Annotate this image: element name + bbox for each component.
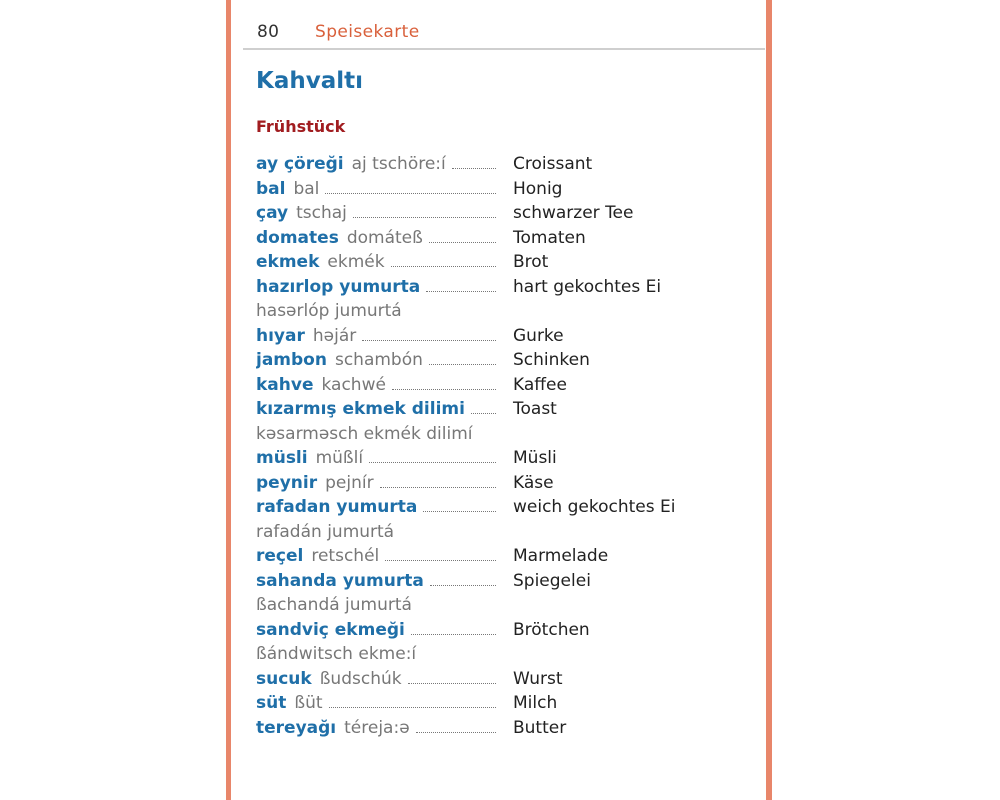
turkish-term: tereyağı [256,717,337,738]
dot-leader [408,683,496,684]
vocab-entry [256,497,716,522]
german-translation: Milch [513,693,558,713]
pronunciation: kachwé [321,374,386,395]
vocab-entry [256,179,716,204]
pronunciation: ßüt [294,693,323,713]
page-header [243,16,765,50]
pronunciation-line [256,595,716,620]
german-translation: Honig [513,178,563,199]
dot-leader [392,389,496,390]
pronunciation: bal [293,178,320,199]
turkish-term: süt [256,693,287,713]
german-translation: Brötchen [513,619,590,640]
german-translation: Tomaten [513,227,586,248]
german-translation: Käse [513,472,554,493]
pronunciation-line [256,522,716,547]
turkish-term: reçel [256,546,304,566]
pronunciation: kəsarməsch ekmék dilimí [256,423,473,444]
vocabulary-list [256,154,716,742]
dot-leader [430,585,496,586]
pronunciation: tschaj [296,203,347,223]
pronunciation: pejnír [325,472,374,493]
pronunciation: hasərlóp jumurtá [256,301,402,321]
vocab-entry [256,448,716,473]
dot-leader [362,340,496,341]
vocab-entry [256,375,716,400]
turkish-term: hazırlop yumurta [256,276,421,297]
german-translation: Butter [513,717,567,738]
turkish-term: peynir [256,472,318,493]
dot-leader [416,732,496,733]
german-translation: Wurst [513,668,563,689]
section-subtitle: Frühstück [256,117,346,136]
dot-leader [452,168,496,169]
german-translation: Croissant [513,154,593,174]
vocab-entry [256,620,716,645]
pronunciation: schambón [334,350,423,370]
turkish-term: domates [256,227,339,248]
german-translation: weich gekochtes Ei [513,497,676,517]
turkish-term: hıyar [256,325,305,346]
turkish-term: sahanda yumurta [256,570,424,591]
page-number: 80 [257,22,280,42]
pronunciation: aj tschöre:í [351,154,446,174]
running-title: Speisekarte [315,22,420,42]
left-page-border [226,0,231,800]
pronunciation: müßlí [315,448,364,468]
vocab-entry [256,669,716,694]
turkish-term: ekmek [256,252,320,272]
turkish-term: rafadan yumurta [256,497,418,517]
dot-leader [423,511,496,512]
pronunciation: rafadán jumurtá [256,521,395,542]
german-translation: Kaffee [513,374,567,395]
dot-leader [411,634,496,635]
german-translation: Spiegelei [513,570,591,591]
turkish-term: müsli [256,448,308,468]
vocab-entry [256,693,716,718]
dot-leader [380,487,496,488]
german-translation: Müsli [513,448,557,468]
vocab-entry [256,154,716,179]
pronunciation: ßudschúk [319,668,402,689]
pronunciation: téreja:ə [344,717,410,738]
vocab-entry [256,228,716,253]
pronunciation: ekmék [327,252,385,272]
pronunciation-line [256,644,716,669]
turkish-term: sucuk [256,668,312,689]
turkish-term: kahve [256,374,314,395]
vocab-entry [256,350,716,375]
vocab-entry [256,718,716,743]
vocab-entry [256,399,716,424]
german-translation: schwarzer Tee [513,203,634,223]
vocab-entry [256,546,716,571]
vocab-entry [256,473,716,498]
dot-leader [385,560,496,561]
dot-leader [391,266,496,267]
pronunciation: həjár [312,325,357,346]
dot-leader [325,193,496,194]
dot-leader [426,291,496,292]
right-page-border [766,0,772,800]
pronunciation: ßándwitsch ekme:í [256,644,417,664]
german-translation: Marmelade [513,546,609,566]
pronunciation: domáteß [346,227,423,248]
vocab-entry [256,277,716,302]
german-translation: Schinken [513,350,590,370]
turkish-term: sandviç ekmeği [256,619,405,640]
dot-leader [369,462,496,463]
turkish-term: jambon [256,350,327,370]
german-translation: Gurke [513,325,564,346]
dot-leader [429,242,496,243]
pronunciation: retschél [311,546,380,566]
turkish-term: ay çöreği [256,154,344,174]
dot-leader [471,413,496,414]
dot-leader [429,364,496,365]
pronunciation: ßachandá jumurtá [256,595,412,615]
vocab-entry [256,571,716,596]
dot-leader [353,217,496,218]
dot-leader [329,707,496,708]
turkish-term: kızarmış ekmek dilimi [256,399,465,419]
german-translation: hart gekochtes Ei [513,276,662,297]
german-translation: Toast [513,399,557,419]
turkish-term: bal [256,178,286,199]
vocab-entry [256,203,716,228]
pronunciation-line [256,424,716,449]
german-translation: Brot [513,252,549,272]
pronunciation-line [256,301,716,326]
section-title: Kahvaltı [256,68,363,94]
vocab-entry [256,326,716,351]
vocab-entry [256,252,716,277]
turkish-term: çay [256,203,289,223]
